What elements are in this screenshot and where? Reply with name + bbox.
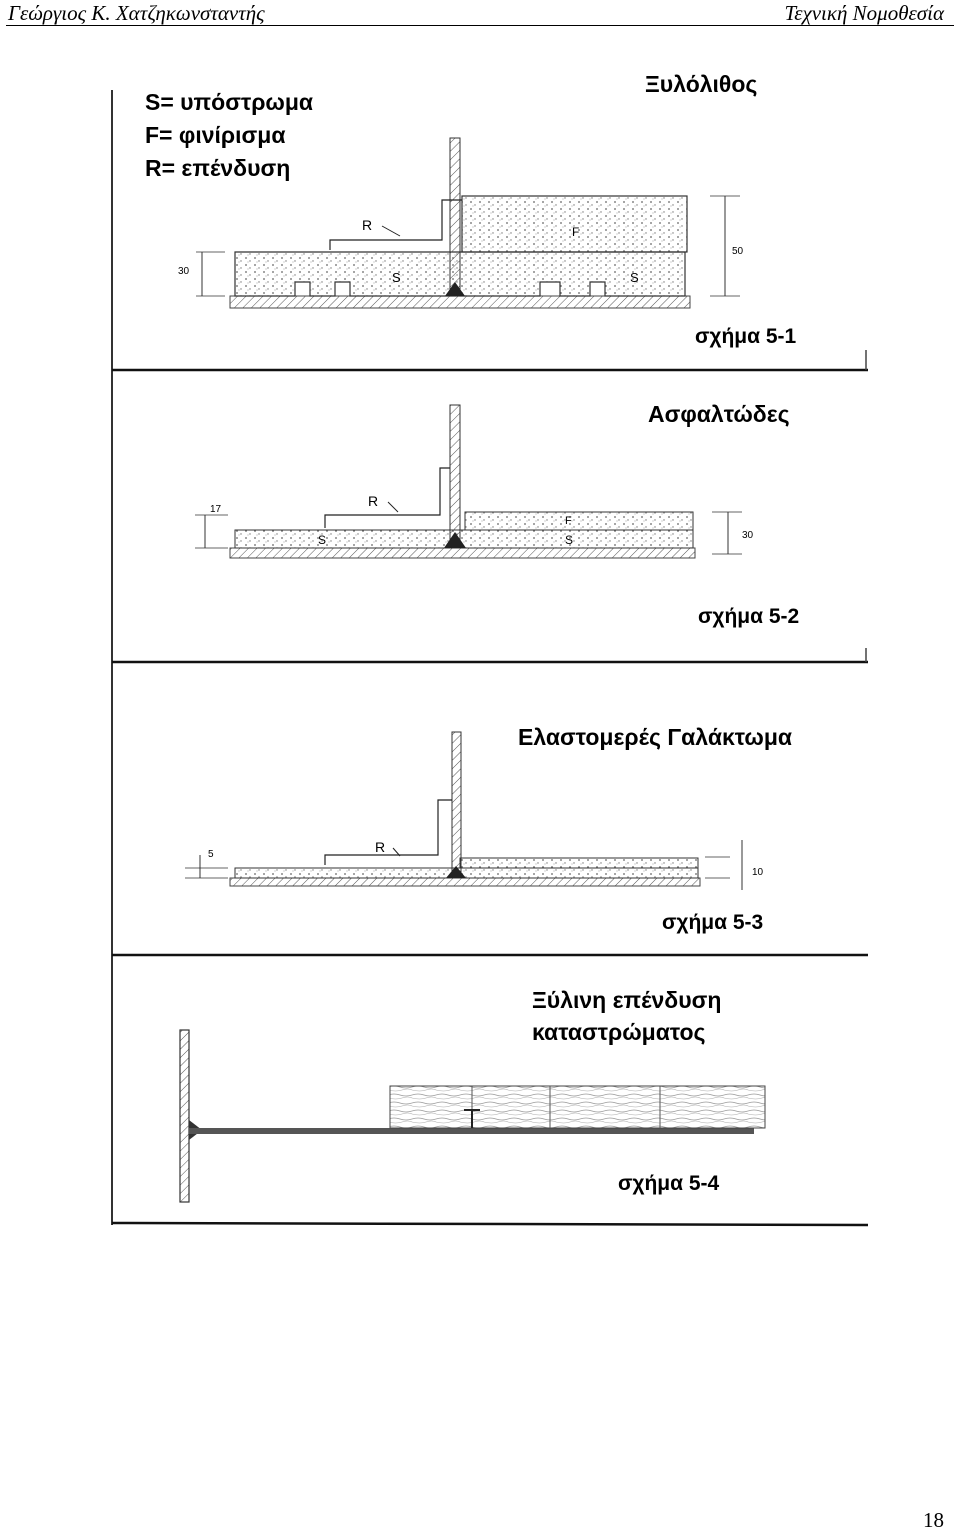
fig4-title-line-2: καταστρώματος — [532, 1019, 706, 1045]
header-rule — [6, 25, 954, 26]
legend-line-3: R= επένδυση — [145, 155, 291, 181]
fig2-label-s2: S — [565, 533, 574, 547]
fig4-wood-planks — [390, 1086, 765, 1128]
fig1-dim-left: 30 — [178, 266, 190, 277]
fig1-title: Ξυλόλιθος — [645, 71, 758, 97]
fig1-steel-deck — [230, 296, 690, 308]
figure-drawing — [100, 60, 880, 1240]
fig4-caption: σχήμα 5-4 — [618, 1172, 720, 1195]
fig1-label-s2: S — [630, 270, 639, 285]
fig4-title-line-1: Ξύλινη επένδυση — [532, 987, 722, 1013]
fig2-dim-right: 30 — [742, 530, 754, 541]
fig1-label-s1: S — [392, 270, 401, 285]
fig3-covering — [325, 800, 452, 865]
fig2-steel-deck — [230, 548, 695, 558]
fig4-bulkhead — [180, 1030, 189, 1202]
fig1-caption: σχήμα 5-1 — [695, 325, 797, 348]
page-number: 18 — [923, 1508, 944, 1532]
fig1-covering — [330, 200, 462, 250]
fig3-dim-right: 10 — [752, 867, 764, 878]
page-header — [0, 0, 960, 26]
header-author: Γεώργιος Κ. Χατζηκωνσταντής — [8, 1, 265, 25]
fig2-dim-left: 17 — [210, 504, 222, 515]
fig1-label-r: R — [362, 217, 373, 233]
fig3-bulkhead — [452, 732, 461, 878]
fig1-finish-layer — [462, 196, 687, 252]
fig1-dim-right: 50 — [732, 246, 744, 257]
fig3-title: Ελαστομερές Γαλάκτωμα — [518, 724, 793, 750]
fig2-label-f: F — [565, 515, 572, 527]
fig1-label-f: F — [572, 225, 580, 239]
fig2-covering — [325, 468, 450, 528]
panel-fig-5-1 — [145, 71, 797, 348]
fig2-label-r: R — [368, 493, 379, 509]
fig3-steel-deck — [230, 878, 700, 886]
fig3-caption: σχήμα 5-3 — [662, 911, 764, 934]
fig2-leader-r — [388, 502, 398, 512]
fig2-bulkhead — [450, 405, 460, 548]
fig2-title: Ασφαλτώδες — [648, 401, 790, 427]
panel-fig-5-2 — [195, 401, 799, 628]
fig1-bulkhead — [450, 138, 460, 296]
fig3-finish-layer — [460, 858, 698, 868]
fig2-label-s1: S — [318, 533, 327, 547]
divider-4 — [112, 1223, 868, 1225]
fig3-underlayer — [235, 868, 698, 878]
fig2-finish-layer — [465, 512, 693, 530]
fig4-steel-deck — [189, 1128, 754, 1134]
panel-fig-5-3 — [185, 724, 792, 934]
figure-deck-coverings — [100, 60, 880, 1240]
legend-line-1: S= υπόστρωμα — [145, 89, 314, 115]
legend-line-2: F= φινίρισμα — [145, 122, 286, 148]
fig1-leader-r — [382, 226, 400, 236]
fig3-dim-left: 5 — [208, 849, 214, 860]
fig2-caption: σχήμα 5-2 — [698, 605, 800, 628]
fig3-label-r: R — [375, 839, 386, 855]
panel-fig-5-4 — [180, 987, 765, 1202]
header-subject: Τεχνική Νομοθεσία — [784, 1, 944, 25]
